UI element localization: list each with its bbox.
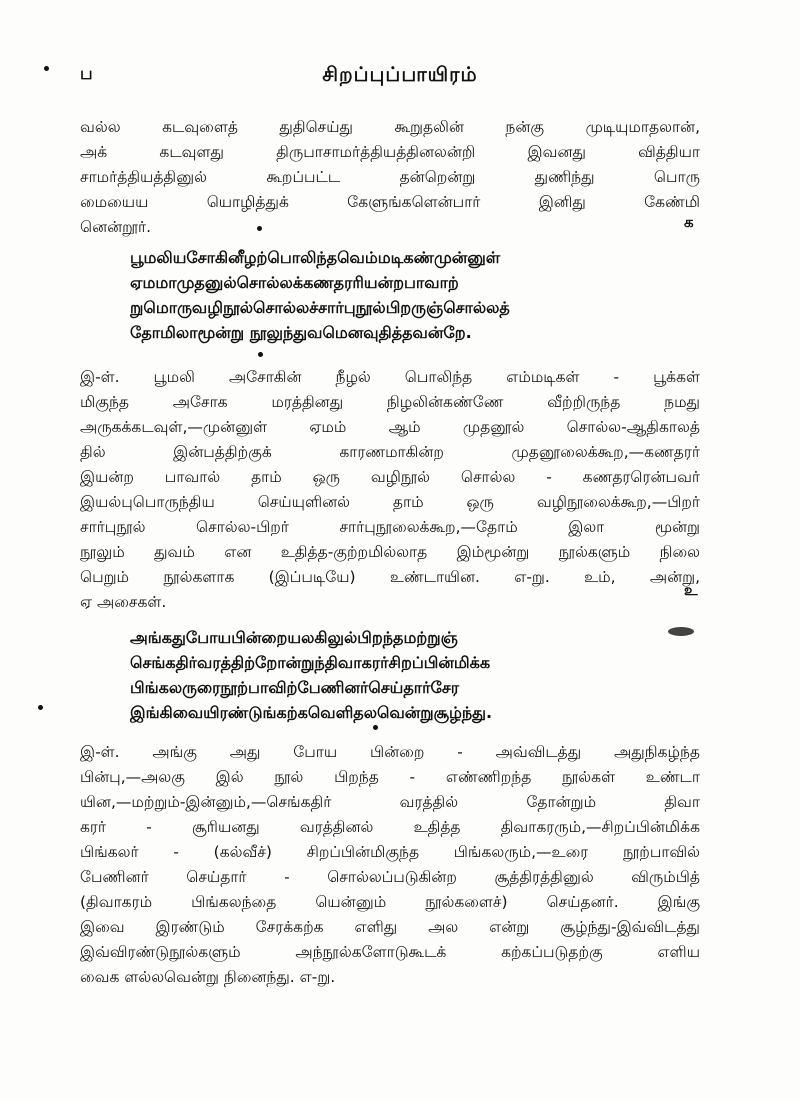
scan-speck	[44, 66, 49, 71]
verse-line: ஏமமாமுதனுல்சொல்லக்கணதரரியன்றபாவாற்	[130, 273, 459, 292]
paragraph-2-commentary	[80, 365, 700, 615]
paragraph-line: வைக ளல்லவென்று நினைந்து. எ-று.	[80, 968, 336, 986]
paragraph-line: கரர் - சூரியனது வரத்தினல் உதித்த திவாகரரும்,—சிறப்பின்மிக்க	[80, 818, 700, 836]
paragraph-line: இ-ள். அங்கு அது போய பின்றை - அவ்விடத்து அதுநிகழ்ந்த	[80, 743, 700, 761]
scan-speck	[258, 352, 263, 357]
page-header	[80, 62, 720, 92]
scan-speck	[257, 226, 262, 231]
ink-smudge	[668, 627, 694, 636]
paragraph-line: இ-ள். பூமலி அசோகின் நீழல் பொலிந்த எம்மடிகள் - பூக்கள்	[80, 368, 700, 386]
verse-line: றுமொருவழிநூல்சொல்லச்சார்புநூல்பிறருஞ்சொல்லத்	[130, 298, 510, 317]
verse-line: பிங்கலருரைநூற்பாவிற்பேணினர்செய்தார்சேர	[130, 678, 459, 697]
verse-number-marker: க	[684, 213, 694, 231]
paragraph-line: பிங்கலர் - (கல்வீச்) சிறப்பின்மிகுந்த பிங்கலரும்,—உரை நூற்பாவில்	[80, 843, 700, 861]
verse-line: இங்கிவையிரண்டுங்கற்கவெளிதலவென்றுசூழ்ந்து.	[130, 703, 493, 722]
paragraph-line: வல்ல கடவுளைத் துதிசெய்து கூறுதலின் நன்கு முடியுமாதலான்,	[80, 118, 700, 136]
paragraph-line: னென்றூர்.	[80, 218, 152, 236]
paragraph-line: அக் கடவுளது திருபாசாமர்த்தியத்தினலன்றி இவனது வித்தியா	[80, 143, 700, 161]
page-number: ப	[80, 64, 93, 84]
paragraph-line: பெறும் நூல்களாக (இப்படியே) உண்டாயின. எ-று. உம், அன்று,	[80, 568, 700, 586]
paragraph-1	[80, 115, 700, 240]
verse-line: செங்கதிர்வரத்திற்றோன்றுந்திவாகரர்சிறப்பின்மிக்க	[130, 653, 491, 672]
scan-speck	[38, 705, 43, 710]
running-title: சிறப்புப்பாயிரம்	[322, 62, 478, 86]
paragraph-3-commentary	[80, 740, 700, 990]
paragraph-line: ஏ அசைகள்.	[80, 593, 167, 611]
paragraph-line: பின்பு,—அலகு இல் நூல் பிறந்த - எண்ணிறந்த நூல்கள் உண்டா	[80, 768, 700, 786]
verse-line: பூமலியசோகினீழற்பொலிந்தவெம்மடிகண்முன்னுள்	[130, 248, 501, 267]
paragraph-line: இவ்விரண்டுநூல்களும் அந்நூல்களோடுகூடக் கற்கப்படுதற்கு எளிய	[80, 943, 700, 961]
paragraph-line: மையைய யொழித்துக் கேளுங்களென்பார் இனிது கேண்மி	[80, 193, 700, 211]
paragraph-line: யின,—மற்றும்-இன்னும்,—செங்கதிர் வரத்தில் தோன்றும் திவா	[80, 793, 700, 811]
paragraph-line: இவை இரண்டும் சேரக்கற்க எளிது அல என்று சூழ்ந்து-இவ்விடத்து	[80, 918, 700, 936]
paragraph-line: சாமர்த்தியத்தினுல் கூறப்பட்ட தன்றென்று துணிந்து பொரு	[80, 168, 700, 186]
verse-2	[130, 625, 630, 725]
paragraph-line: சார்புநூல் சொல்ல-பிறர் சார்புநூலைக்கூற,—தோம் இலா மூன்று	[80, 518, 700, 536]
paragraph-line: நூலும் துவம் என உதித்த-குற்றமில்லாத இம்மூன்று நூல்களும் நிலை	[80, 543, 700, 561]
paragraph-line: இயன்ற பாவால் தாம் ஒரு வழிநூல் சொல்ல - கணதரரென்பவர்	[80, 468, 700, 486]
scan-speck	[373, 725, 378, 730]
verse-line: அங்கதுபோயபின்றையலகிலுல்பிறந்தமற்றுஞ்	[130, 628, 458, 647]
paragraph-line: அருகக்கடவுள்,—முன்னுள் ஏமம் ஆம் முதனூல் சொல்ல-ஆதிகாலத்	[80, 418, 700, 436]
verse-line: தோமிலாமூன்று நூலுந்துவமெனவுதித்தவன்றே.	[130, 323, 472, 342]
paragraph-line: மிகுந்த அசோக மரத்தினது நிழலின்கண்ணே வீற்றிருந்த நமது	[80, 393, 700, 411]
paragraph-line: தில் இன்பத்திற்குக் காரணமாகின்ற முதனூலைக்கூற,—கணதரர்	[80, 443, 700, 461]
paragraph-line: (திவாகரம் பிங்கலந்தை யென்னும் நூல்களைச்) செய்தனர். இங்கு	[80, 893, 700, 911]
paragraph-line: பேணினர் செய்தார் - சொல்லப்படுகின்ற சூத்திரத்தினுல் விரும்பித்	[80, 868, 700, 886]
paragraph-line: இயல்புபொருந்திய செய்யுளினல் தாம் ஒரு வழிநூலைக்கூற,—பிறர்	[80, 493, 700, 511]
verse-1	[130, 245, 630, 345]
verse-number-marker: உ	[684, 581, 698, 599]
